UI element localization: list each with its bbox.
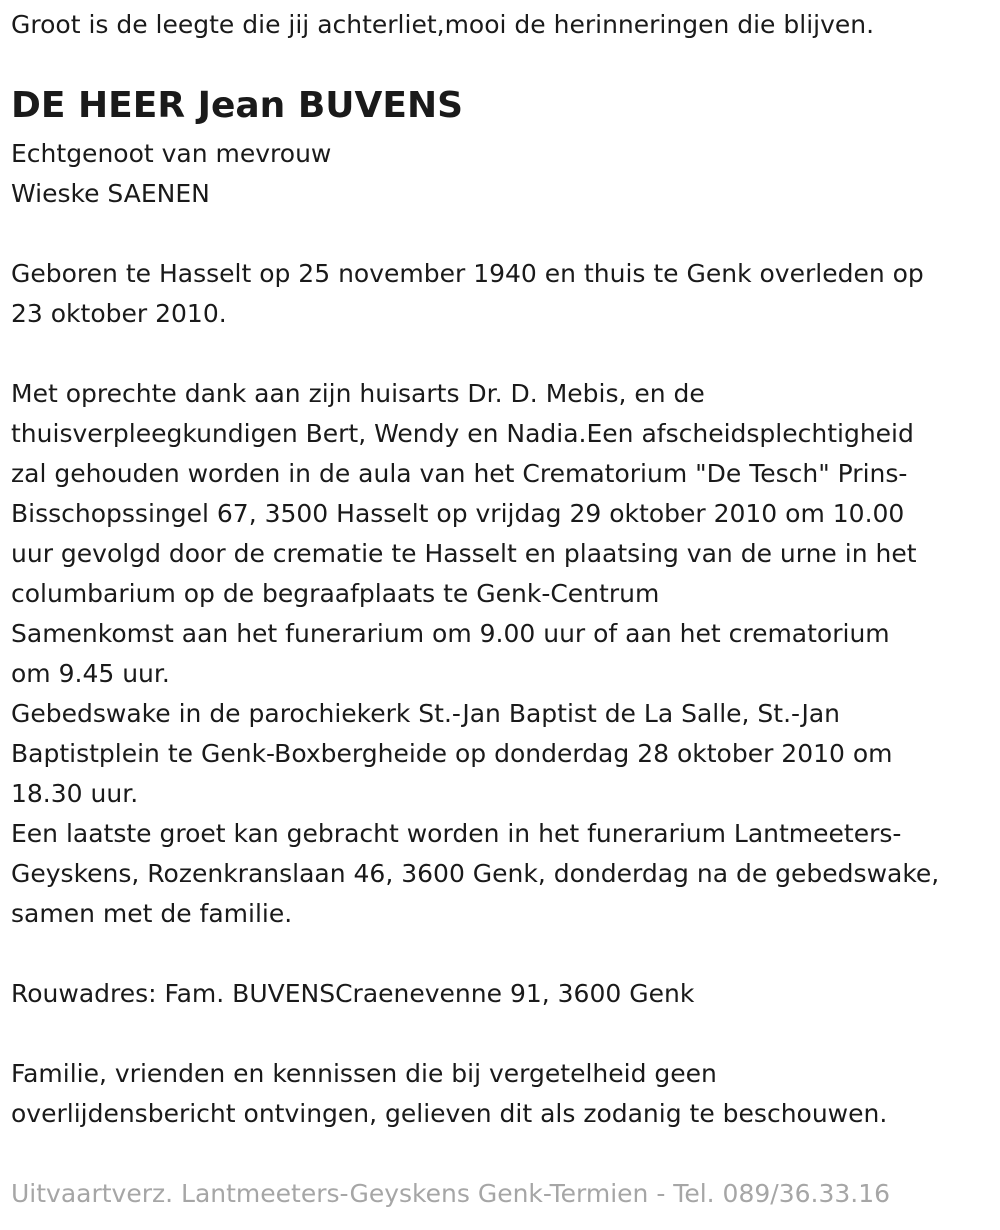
details-line: zal gehouden worden in de aula van het Crematorium "De Tesch" Prins- xyxy=(11,459,908,488)
details-line: om 9.45 uur. xyxy=(11,659,170,688)
family-notice-line: overlijdensbericht ontvingen, gelieven dit als zodanig te beschouwen. xyxy=(11,1099,888,1128)
details-line: Baptistplein te Genk-Boxbergheide op donderdag 28 oktober 2010 om xyxy=(11,739,893,768)
spouse-name: Wieske SAENEN xyxy=(11,179,210,208)
funeral-home-footer: Uitvaartverz. Lantmeeters-Geyskens Genk-Termien - Tel. 089/36.33.16 xyxy=(11,1179,891,1208)
family-notice-block xyxy=(11,1054,887,1134)
details-line: Gebedswake in de parochiekerk St.-Jan Baptist de La Salle, St.-Jan xyxy=(11,699,841,728)
details-line: 18.30 uur. xyxy=(11,779,139,808)
details-line: columbarium op de begraafplaats te Genk-Centrum xyxy=(11,579,660,608)
motto-quote: Groot is de leegte die jij achterliet,mooi de herinneringen die blijven. xyxy=(11,10,875,39)
birth-death-block xyxy=(11,254,924,334)
details-line: Een laatste groet kan gebracht worden in het funerarium Lantmeeters- xyxy=(11,819,902,848)
deceased-name: DE HEER Jean BUVENS xyxy=(11,85,464,126)
details-line: Bisschopssingel 67, 3500 Hasselt op vrijdag 29 oktober 2010 om 10.00 xyxy=(11,499,905,528)
details-line: Met oprechte dank aan zijn huisarts Dr. D. Mebis, en de xyxy=(11,379,705,408)
mourning-address-block xyxy=(11,974,694,1014)
details-line: Samenkomst aan het funerarium om 9.00 uur of aan het crematorium xyxy=(11,619,890,648)
birth-death-line: 23 oktober 2010. xyxy=(11,299,227,328)
details-line: thuisverpleegkundigen Bert, Wendy en Nadia.Een afscheidsplechtigheid xyxy=(11,419,914,448)
details-line: uur gevolgd door de crematie te Hasselt en plaatsing van de urne in het xyxy=(11,539,917,568)
details-line: Geyskens, Rozenkranslaan 46, 3600 Genk, donderdag na de gebedswake, xyxy=(11,859,940,888)
details-line: samen met de familie. xyxy=(11,899,293,928)
spouse-line: Echtgenoot van mevrouw xyxy=(11,139,332,168)
family-notice-line: Familie, vrienden en kennissen die bij vergetelheid geen xyxy=(11,1059,717,1088)
mourning-address: Rouwadres: Fam. BUVENSCraenevenne 91, 3600 Genk xyxy=(11,979,695,1008)
ceremony-details xyxy=(11,374,939,934)
spouse-block xyxy=(11,134,331,214)
birth-death-line: Geboren te Hasselt op 25 november 1940 en thuis te Genk overleden op xyxy=(11,259,924,288)
